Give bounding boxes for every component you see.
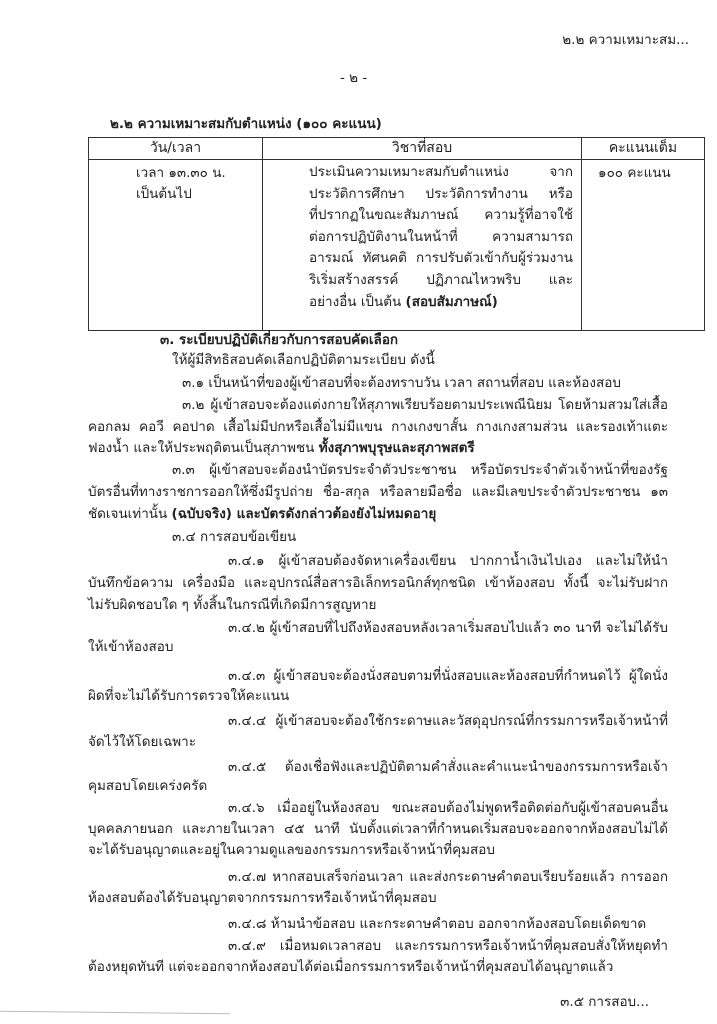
body-line: [88, 417, 668, 437]
page-edge-line: [0, 1011, 230, 1014]
column-header-full-score: คะแนนเต็ม: [582, 138, 705, 160]
continuation-footer: ๓.๕ การสอบ...: [560, 994, 649, 1010]
body-line: [88, 819, 668, 839]
text: ๓.๔.๗ หากสอบเสร็จก่อนเวลา และส่งกระดาษคำตอบเรียบร้อยแล้ว การออก: [228, 869, 668, 885]
cell-score: ๑๐๐ คะแนน: [582, 160, 705, 331]
subject-line: [263, 292, 581, 314]
bold-text: ทั้งสุภาพบุรุษและสุภาพสตรี: [318, 440, 475, 456]
text: ๓.๔.๒ ผู้เข้าสอบที่ไปถึงห้องสอบหลังเวลาเริ่มสอบไปแล้ว ๓๐ นาที จะไม่ได้รับ: [228, 620, 668, 636]
column-header-date-time: วัน/เวลา: [89, 138, 263, 160]
bold-text: ๓. ระเบียบปฏิบัติเกี่ยวกับการสอบคัดเลือก: [160, 332, 399, 348]
subject-last-text: อย่างอื่น เป็นต้น: [309, 293, 406, 310]
text: ๓.๔.๘ ห้ามนำข้อสอบ และกระดาษคำตอบ ออกจากห้องสอบโดยเด็ดขาด: [228, 916, 647, 932]
exam-schedule-table: [88, 137, 705, 331]
subject-line: ต่อการปฏิบัติงานในหน้าที่ ความสามารถ: [309, 228, 573, 245]
text: ๓.๔.๖ เมื่ออยู่ในห้องสอบ ขณะสอบต้องไม่พูดหรือติดต่อกับผู้เข้าสอบคนอื่น: [228, 800, 668, 816]
text: ๓.๒ ผู้เข้าสอบจะต้องแต่งกายให้สุภาพเรียบร้อยตามประเพณีนิยม โดยห้ามสวมใส่เสื้อ: [182, 397, 668, 413]
text: ให้ผู้มีสิทธิสอบคัดเลือกปฏิบัติตามระเบียบ ดังนี้: [172, 352, 435, 368]
text: ต้องหยุดทันที แต่จะออกจากห้องสอบได้ต่อเมื่อกรรมการหรือเจ้าหน้าที่คุมสอบได้อนุญาตแล้ว: [88, 959, 614, 975]
table-row: [89, 160, 705, 331]
text: ๓.๓ ผู้เข้าสอบจะต้องนำบัตรประจำตัวประชาชน หรือบัตรประจำตัวเจ้าหน้าที่ของรัฐ: [172, 462, 668, 478]
continuation-header: ๒.๒ ความเหมาะสม...: [562, 32, 689, 48]
text: ชัดเจนเท่านั้น: [88, 506, 172, 522]
text: ฟองน้ำ และให้ประพฤติตนเป็นสุภาพชน: [88, 440, 319, 456]
body-line: [228, 666, 668, 686]
body-line: [88, 732, 196, 752]
body-line: [88, 957, 613, 977]
body-line: [228, 711, 668, 731]
body-line: [228, 867, 668, 887]
body-line: [88, 595, 376, 615]
text: บุคคลภายนอก และภายในเวลา ๔๕ นาที นับตั้งแต่เวลาที่กำหนดเริ่มสอบจะออกจากห้องสอบไม่ได้: [88, 821, 668, 837]
text: จัดไว้ให้โดยเฉพาะ: [88, 734, 197, 750]
subject-line: ประวัติการศึกษา ประวัติการทำงาน หรือ: [309, 185, 573, 202]
body-line: [88, 776, 207, 796]
body-line: [88, 686, 289, 706]
subject-line: ที่ปรากฏในขณะสัมภาษณ์ ความรู้ที่อาจใช้: [309, 207, 573, 224]
body-line: [172, 527, 296, 547]
text: คุมสอบโดยเคร่งครัด: [88, 778, 208, 794]
text: ให้เข้าห้องสอบ: [88, 639, 174, 655]
body-line: [88, 888, 437, 908]
text: ๓.๔.๓ ผู้เข้าสอบจะต้องนั่งสอบตามที่นั่งสอบและห้องสอบที่กำหนดไว้ ผู้ใดนั่ง: [228, 668, 668, 684]
cell-subject: [263, 160, 582, 331]
body-line: [88, 637, 173, 657]
body-line: [228, 757, 668, 777]
body-line: [228, 618, 668, 638]
interview-label: (สอบสัมภาษณ์): [405, 293, 498, 310]
column-header-subject: วิชาที่สอบ: [263, 138, 582, 160]
text: ๓.๔.๕ ต้องเชื่อฟังและปฏิบัติตามคำสั่งและคำแนะนำของกรรมการหรือเจ้า: [228, 759, 668, 775]
body-line: [182, 395, 668, 415]
text: ๓.๔.๔ ผู้เข้าสอบจะต้องใช้กระดาษและวัสดุอุปกรณ์ที่กรรมการหรือเจ้าหน้าที่: [228, 713, 668, 729]
body-line: [88, 504, 436, 524]
text: ๓.๔.๙ เมื่อหมดเวลาสอบ และกรรมการหรือเจ้าหน้าที่คุมสอบสั่งให้หยุดทำ: [228, 938, 668, 954]
body-line: [172, 460, 668, 480]
subject-line: ประเมินความเหมาะสมกับตำแหน่ง จาก: [309, 164, 573, 180]
page-number: - ๒ -: [340, 70, 368, 86]
body-line: [88, 573, 668, 593]
body-line: [88, 840, 495, 860]
table-title: ๒.๒ ความเหมาะสมกับตำแหน่ง (๑๐๐ คะแนน): [110, 116, 382, 132]
body-line: [228, 914, 646, 934]
text: ๓.๔ การสอบข้อเขียน: [172, 529, 297, 545]
subject-line: ริเริ่มสร้างสรรค์ ปฏิภาณไหวพริบ และ: [309, 271, 573, 288]
text: ผิดที่จะไม่ได้รับการตรวจให้คะแนน: [88, 688, 290, 704]
text: ห้องสอบต้องได้รับอนุญาตจากกรรมการหรือเจ้าหน้าที่คุมสอบ: [88, 890, 437, 906]
text: ๓.๑ เป็นหน้าที่ของผู้เข้าสอบที่จะต้องทราบวัน เวลา สถานที่สอบ และห้องสอบ: [182, 375, 621, 391]
text: บันทึกข้อความ เครื่องมือ และอุปกรณ์สื่อสารอิเล็กทรอนิกส์ทุกชนิด เข้าห้องสอบ ทั้งนี้ จะไม่รับฝาก: [88, 575, 668, 591]
cell-time: เวลา ๑๓.๓๐ น. เป็นต้นไป: [89, 160, 263, 331]
body-line: [88, 482, 668, 502]
text: จะได้รับอนุญาตและอยู่ในความดูแลของกรรมการหรือเจ้าหน้าที่คุมสอบ: [88, 842, 495, 858]
text: คอกลม คอวี คอปาด เสื้อไม่มีปกหรือเสื้อไม่มีแขน กางเกงขาสั้น กางเกงสามส่วน และรองเท้าแตะ: [88, 419, 668, 435]
body-line: [172, 350, 435, 370]
table-header-row: [89, 138, 705, 160]
body-line: [228, 936, 668, 956]
body-line: [182, 373, 621, 393]
text: ๓.๔.๑ ผู้เข้าสอบต้องจัดหาเครื่องเขียน ปากกาน้ำเงินไปเอง และไม่ให้นำ: [228, 553, 668, 569]
bold-text: (ฉบับจริง) และบัตรดังกล่าวต้องยังไม่หมดอายุ: [171, 506, 437, 522]
body-line: [228, 798, 668, 818]
section-heading: [160, 330, 398, 350]
text: ไม่รับผิดชอบใด ๆ ทั้งสิ้นในกรณีที่เกิดมีการสูญหาย: [88, 597, 377, 613]
body-line: [88, 438, 475, 458]
subject-line: อารมณ์ ทัศนคติ การปรับตัวเข้ากับผู้ร่วมงาน: [309, 250, 573, 267]
body-line: [228, 551, 668, 571]
text: บัตรอื่นที่ทางราชการออกให้ซึ่งมีรูปถ่าย ชื่อ-สกุล หรือลายมือชื่อ และมีเลขประจำตัวประชาชน ๑๓: [88, 484, 668, 500]
